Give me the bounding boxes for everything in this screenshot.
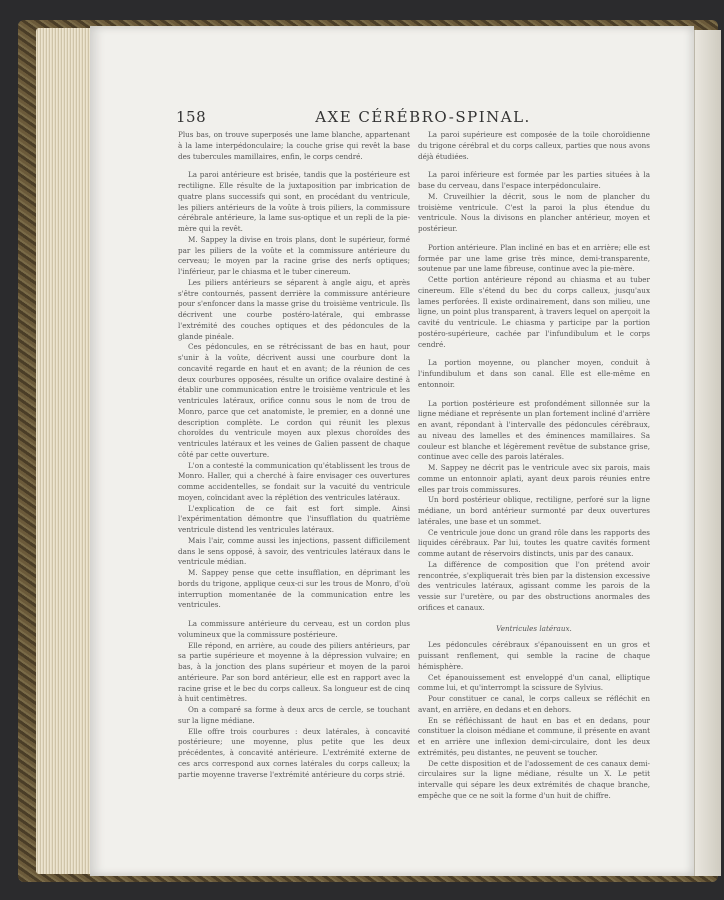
paragraph: Un bord postérieur oblique, rectiligne, perforé sur la ligne médiane, un bord antérieur surmonté par deux ouvertures latérales, une base et un sommet. (418, 495, 650, 526)
paragraph: En se réfléchissant de haut en bas et en dedans, pour constituer la cloison médiane et commune, il présente en avant et en arrière une inflexion demi-circulaire, dont les deux extrémités, peu distantes, ne peuvent se toucher. (418, 715, 650, 757)
paragraph: Les piliers antérieurs se séparent à angle aigu, et après s'être contournés, passent derrière la commissure antérieure pour s'enfoncer dans la masse grise du troisième ventricule. Ils décrivent une courbe postéro-latérale, qui embrasse l'extrémité des couches optiques et des pédoncules de la glande pinéale. (178, 277, 410, 341)
paragraph: Plus bas, on trouve superposés une lame blanche, appartenant à la lame interpédonculaire; la couche grise qui revêt la base des tubercules mamillaires, enfin, le corps cendré. (178, 130, 410, 161)
paragraph: Pour constituer ce canal, le corps calleux se réfléchit en avant, en arrière, en dedans et en dehors. (418, 694, 650, 714)
running-title: AXE CÉRÉBRO-SPINAL. (315, 108, 531, 126)
paragraph: Ces pédoncules, en se rétrécissant de bas en haut, pour s'unir à la voûte, décrivent aussi une courbure dont la concavité regarde en haut et en avant; de la réunion de ces deux courbures opposées, résulte un orifice ovalaire destiné à établir une communication entre le troisième ventricule et les ventricules latéraux, orifice connu sous le nom de trou de Monro, parce que cet anatomiste, le premier, en a donné une description complète. Le cordon qui réunit les plexus choroïdes du ventricule moyen aux plexus choroïdes des ventricules latéraux et les veines de Galien passent de chaque côté par cette ouverture. (178, 342, 410, 459)
paragraph: L'explication de ce fait est fort simple. Ainsi l'expérimentation démontre que l'insufflation du quatrième ventricule distend les ventricules latéraux. (178, 503, 410, 534)
left-column (178, 130, 410, 780)
paragraph: Elle répond, en arrière, au coude des piliers antérieurs, par sa partie supérieure et moyenne à la dépression vulvaire; en bas, à la jonction des plans supérieur et moyen de la paroi antérieure. Par son bord antérieur, elle est en rapport avec la racine grise et le bec du corps calleux. Sa longueur est de cinq à huit centimètres. (178, 640, 410, 704)
paragraph: Les pédoncules cérébraux s'épanouissent en un gros et puissant renflement, qui semble la racine de chaque hémisphère. (418, 640, 650, 671)
page-edges (36, 28, 94, 874)
right-column (418, 130, 650, 802)
paragraph: M. Sappey ne décrit pas le ventricule avec six parois, mais comme un entonnoir aplati, ayant deux parois réunies entre elles par trois commissures. (418, 463, 650, 494)
paragraph: La différence de composition que l'on prétend avoir rencontrée, s'expliquerait très bien par la distension excessive des ventricules latéraux, agissant comme les parois de la vessie sur l'uretère, ou par des obstructions anormales des orifices et canaux. (418, 559, 650, 612)
paragraph: De cette disposition et de l'adossement de ces canaux demi-circulaires sur la ligne médiane, résulte un X. Le petit intervalle qui sépare les deux extrémités de chaque branche, empêche que ce ne soit la forme d'un huit de chiffre. (418, 758, 650, 800)
section-heading: Ventricules latéraux. (496, 623, 572, 633)
paragraph: Cette portion antérieure répond au chiasma et au tuber cinereum. Elle s'étend du bec du corps calleux, jusqu'aux lames perforées. Il existe ordinairement, dans son milieu, une ligne, un point plus transparent, à travers lequel on aperçoit la cavité du ventricule. Le chiasma y participe par la portion postéro-supérieure, cachée par l'infundibulum et le corps cendré. (418, 275, 650, 349)
paragraph: La portion postérieure est profondément sillonnée sur la ligne médiane et représente un plan fortement incliné d'arrière en avant, répondant à l'intervalle des pédoncules cérébraux, au niveau des lamelles et des éminences mamillaires. Sa couleur est blanche et légèrement revêtue de substance grise, continue avec celle des parois latérales. (418, 398, 650, 462)
facing-page-edge (694, 30, 721, 876)
paragraph: M. Sappey la divise en trois plans, dont le supérieur, formé par les piliers de la voûte et la commissure antérieure du cerveau; le moyen par la racine grise des nerfs optiques; l'inférieur, par le chiasma et le tuber cinereum. (178, 234, 410, 276)
page-number: 158 (176, 108, 207, 126)
paragraph: Portion antérieure. Plan incliné en bas et en arrière; elle est formée par une lame grise très mince, demi-transparente, soutenue par une lame fibreuse, continue avec la pie-mère. (418, 242, 650, 274)
paragraph: Mais l'air, comme aussi les injections, passent difficilement dans le sens opposé, à savoir, des ventricules latéraux dans le ventricule médian. (178, 535, 410, 567)
paragraph: M. Cruveilhier la décrit, sous le nom de plancher du troisième ventricule. C'est la paroi la plus étendue du ventricule. Nous la divisons en plancher antérieur, moyen et postérieur. (418, 191, 650, 233)
paragraph: Elle offre trois courbures : deux latérales, à concavité postérieure; une moyenne, plus petite que les deux précédentes, à concavité antérieure. L'extrémité externe de ces arcs correspond aux cornes latérales du corps calleux; la partie moyenne traverse l'extrémité antérieure du corps strié. (178, 726, 410, 779)
paragraph: La paroi inférieure est formée par les parties situées à la base du cerveau, dans l'espace interpédonculaire. (418, 170, 650, 190)
paragraph: Cet épanouissement est enveloppé d'un canal, elliptique comme lui, et qu'interrompt la scissure de Sylvius. (418, 672, 650, 693)
paragraph: M. Sappey pense que cette insufflation, en déprimant les bords du trigone, applique ceux-ci sur les trous de Monro, d'où interruption momentanée de la communication entre les ventricules. (178, 568, 410, 610)
paragraph: L'on a contesté la communication qu'établissent les trous de Monro. Haller, qui a cherché à faire envisager ces ouvertures comme accidentelles, se fondait sur la vacuité du ventricule moyen, coïncidant avec la réplétion des ventricules latéraux. (178, 460, 410, 502)
paragraph: La paroi antérieure est brisée, tandis que la postérieure est rectiligne. Elle résulte de la juxtaposition par imbrication de quatre plans successifs qui sont, en procédant du ventricule, les piliers antérieurs de la voûte à trois piliers, la commissure cérébrale antérieure, la lame sus-optique et un repli de la pie-mère qui la revêt. (178, 170, 410, 233)
paragraph: Ce ventricule joue donc un grand rôle dans les rapports des liquides cérébraux. Par lui, toutes les quatre cavités forment comme autant de réservoirs distincts, unis par des canaux. (418, 527, 650, 558)
paragraph: La paroi supérieure est composée de la toile choroïdienne du trigone cérébral et du corps calleux, parties que nous avons déjà étudiées. (418, 130, 650, 161)
page-header (176, 108, 670, 130)
paragraph: La commissure antérieure du cerveau, est un cordon plus volumineux que la commissure postérieure. (178, 619, 410, 639)
paragraph: On a comparé sa forme à deux arcs de cercle, se touchant sur la ligne médiane. (178, 705, 410, 725)
paragraph: La portion moyenne, ou plancher moyen, conduit à l'infundibulum et dans son canal. Elle est elle-même en entonnoir. (418, 358, 650, 389)
